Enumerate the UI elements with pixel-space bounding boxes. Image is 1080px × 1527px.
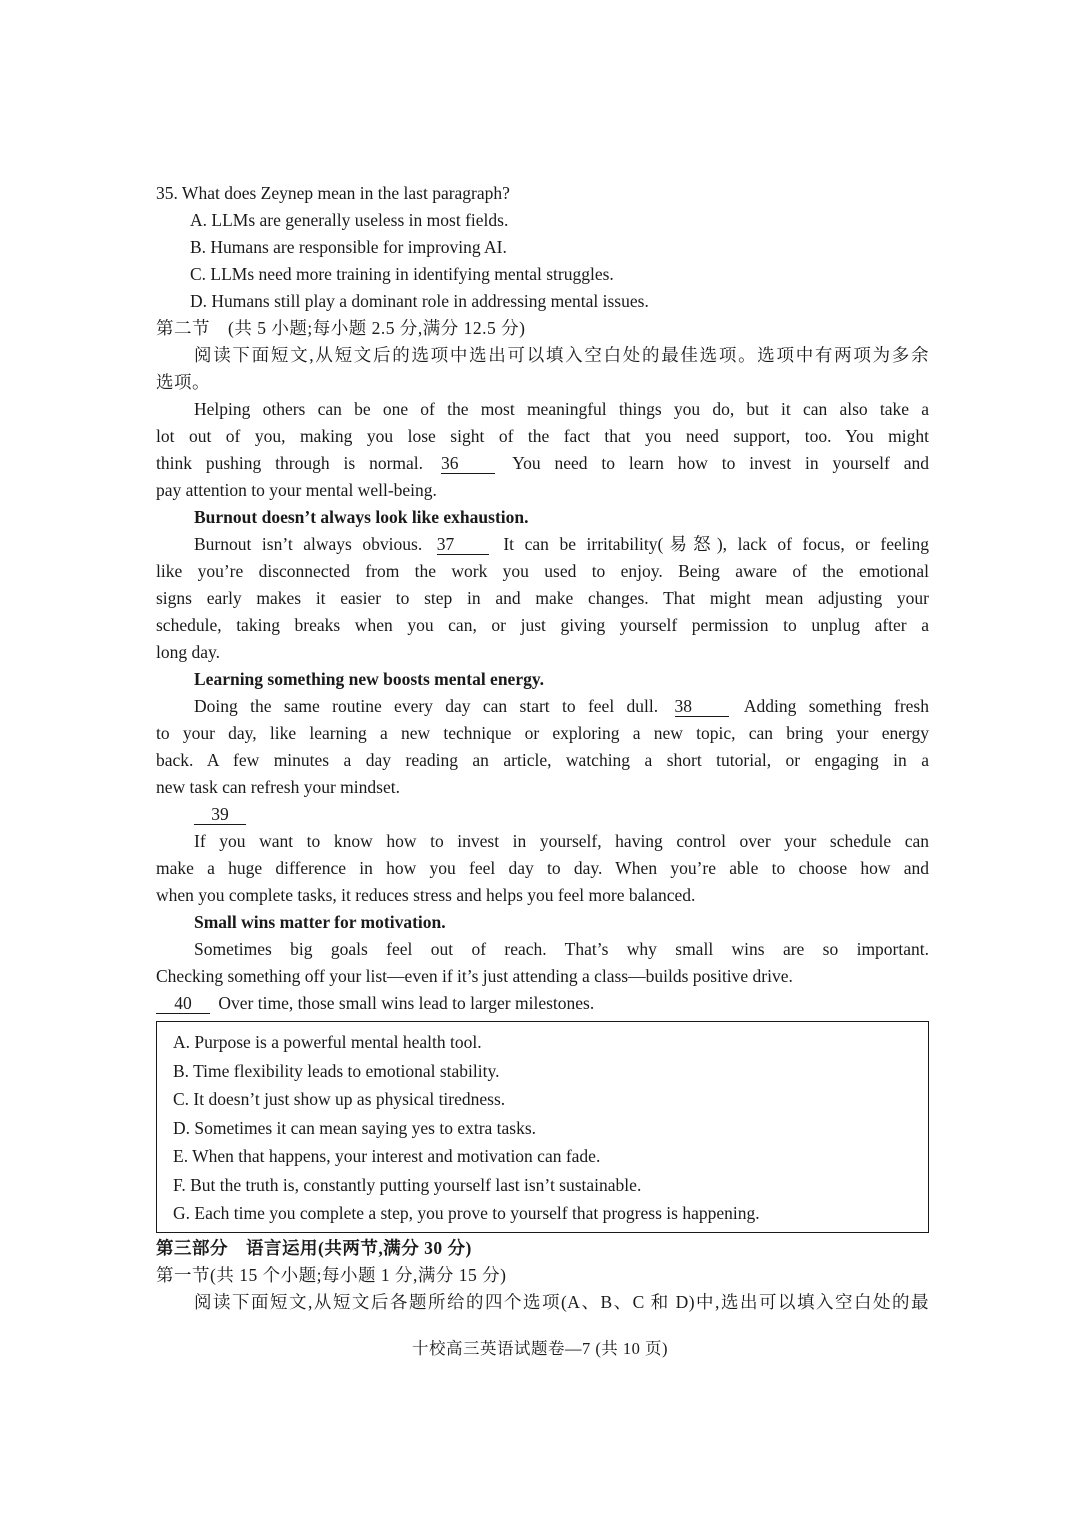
passage-p3-line3: back. A few minutes a day reading an article, watching a short tutorial, or engaging in a [156,750,929,770]
q35-option-c: C. LLMs need more training in identifying mental struggles. [190,264,614,284]
p2-line1-after: It can be irritability(易怒), lack of focus, or feeling [503,534,929,554]
p3-line1-before: Doing the same routine every day can start to feel dull. [194,696,659,716]
passage-p1-line4: pay attention to your mental well-being. [156,480,437,500]
q35-option-d: D. Humans still play a dominant role in addressing mental issues. [190,291,649,311]
p1-line3-after: You need to learn how to invest in yourself and [512,453,929,473]
section2-instruction-2: 选项。 [156,372,210,392]
p2-line1-before: Burnout isn’t always obvious. [194,534,423,554]
passage-p5-line1: Sometimes big goals feel out of reach. That’s why small wins are so important. [194,939,929,959]
passage-p2-line2: like you’re disconnected from the work you used to enjoy. Being aware of the emotional [156,561,929,581]
choice-g[interactable]: G. Each time you complete a step, you prove to yourself that progress is happening. [173,1203,760,1223]
passage-p3-line4: new task can refresh your mindset. [156,777,400,797]
blank-39[interactable]: 39 [194,804,246,825]
q35-option-b: B. Humans are responsible for improving AI. [190,237,507,257]
blank-40[interactable]: 40 [156,993,210,1014]
part3-heading: 第三部分 语言运用(共两节,满分 30 分) [156,1237,472,1258]
section2-instruction-1: 阅读下面短文,从短文后的选项中选出可以填入空白处的最佳选项。选项中有两项为多余 [194,345,929,365]
exam-page [156,180,929,1316]
page-footer: 十校高三英语试题卷—7 (共 10 页) [411,1339,669,1358]
blank-36[interactable]: 36 [441,453,495,474]
question-35-stem: 35. What does Zeynep mean in the last paragraph? [156,183,510,203]
p5-line3-after: Over time, those small wins lead to larger milestones. [218,993,595,1013]
heading-learning: Learning something new boosts mental energy. [194,669,544,689]
passage-p3-line1 [156,693,929,720]
heading-small-wins: Small wins matter for motivation. [194,912,446,932]
part3-section1-heading: 第一节(共 15 个小题;每小题 1 分,满分 15 分) [156,1264,507,1285]
passage-p4-line2: make a huge difference in how you feel day to day. When you’re able to choose how and [156,858,929,878]
choice-c[interactable]: C. It doesn’t just show up as physical tiredness. [173,1089,506,1109]
passage-p1-line3 [156,450,929,477]
choice-d[interactable]: D. Sometimes it can mean saying yes to extra tasks. [173,1117,537,1138]
part3-instruction: 阅读下面短文,从短文后各题所给的四个选项(A、B、C 和 D)中,选出可以填入空白处的最 [194,1291,929,1312]
passage-p2-line5: long day. [156,642,220,662]
blank-38[interactable]: 38 [675,696,729,717]
choice-b[interactable]: B. Time flexibility leads to emotional stability. [173,1060,500,1081]
q35-option-a: A. LLMs are generally useless in most fields. [190,210,509,230]
p1-line3-before: think pushing through is normal. [156,453,424,473]
heading-burnout: Burnout doesn’t always look like exhaustion. [194,507,529,527]
passage-p5-line3 [156,990,929,1017]
blank-37[interactable]: 37 [437,534,489,555]
passage-p3-line2: to your day, like learning a new technique or exploring a new topic, can bring your energy [156,723,929,743]
p3-line1-after: Adding something fresh [743,696,929,716]
passage-p2-line3: signs early makes it easier to step in and make changes. That might mean adjusting your [156,588,929,608]
choice-f[interactable]: F. But the truth is, constantly putting yourself last isn’t sustainable. [173,1174,642,1195]
passage-p4-line1: If you want to know how to invest in yourself, having control over your schedule can [194,831,929,851]
passage-p5-line2: Checking something off your list—even if it’s just attending a class—builds positive drive. [156,966,793,986]
choices-box [156,1021,929,1233]
choice-e[interactable]: E. When that happens, your interest and motivation can fade. [173,1146,601,1166]
passage-p2-line1 [156,531,929,558]
blank-39-line [156,801,929,828]
choice-a[interactable]: A. Purpose is a powerful mental health tool. [173,1032,482,1052]
passage-p2-line4: schedule, taking breaks when you can, or just giving yourself permission to unplug after a [156,615,929,635]
passage-p1-line1: Helping others can be one of the most meaningful things you do, but it can also take a [194,399,929,419]
section2-heading: 第二节 (共 5 小题;每小题 2.5 分,满分 12.5 分) [156,318,526,338]
passage-p1-line2: lot out of you, making you lose sight of the fact that you need support, too. You might [156,426,929,446]
passage-p4-line3: when you complete tasks, it reduces stress and helps you feel more balanced. [156,885,696,905]
